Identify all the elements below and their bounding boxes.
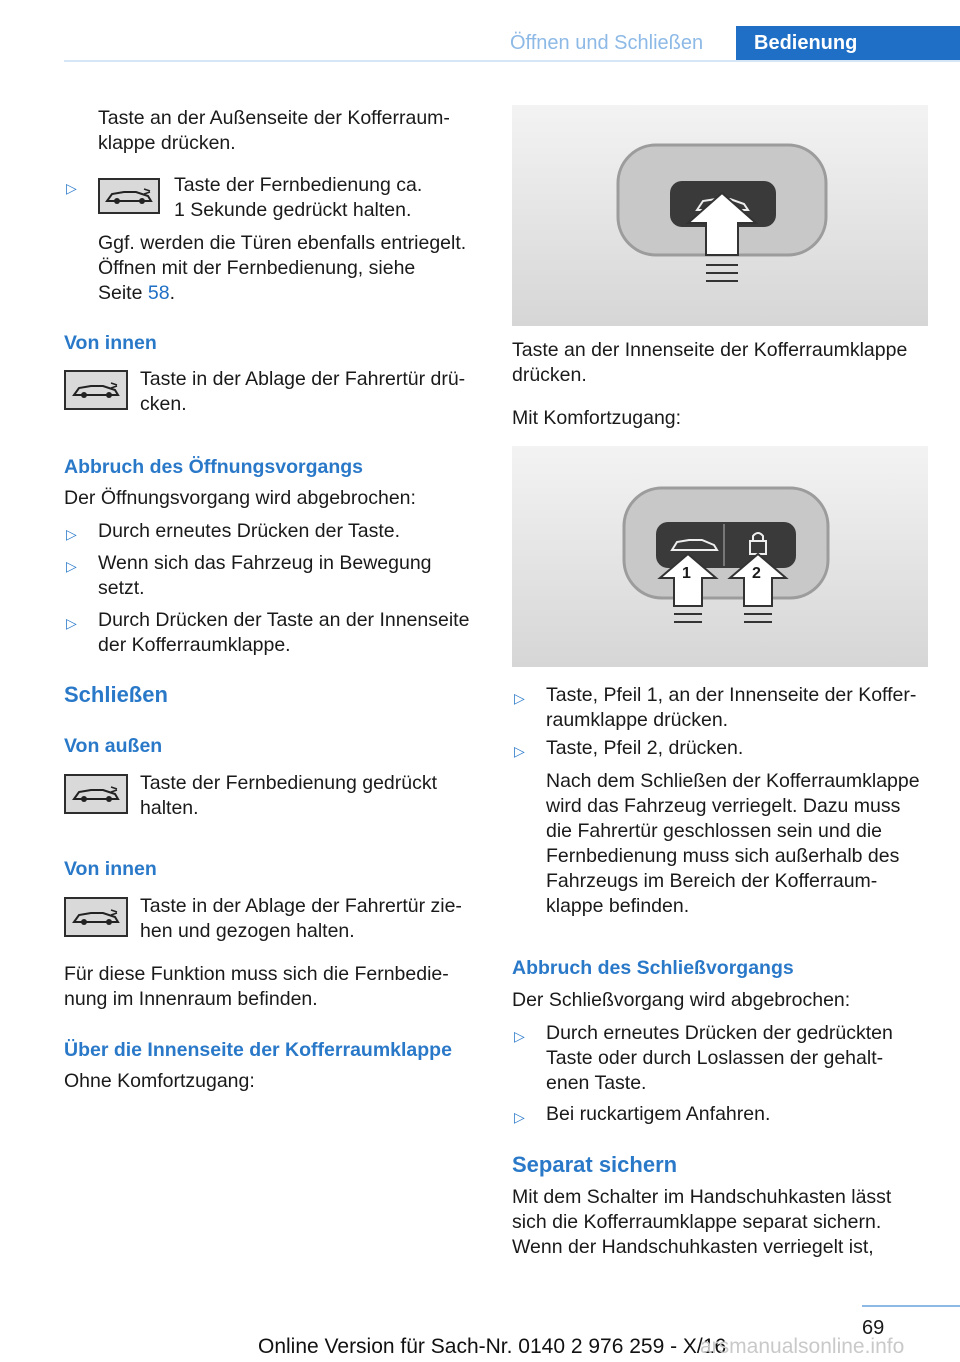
footer-version-text: Online Version für Sach-Nr. 0140 2 976 259 - X/16 [258,1335,727,1358]
page-number: 69 [862,1317,885,1339]
car-trunk-icon [64,370,128,410]
innen-instruction-1: Taste in der Ablage der Fahrertür drü- cken. [140,368,466,415]
header-tab-bedienung: Bedienung [736,26,960,62]
heading-abbruch-oeffnung: Abbruch des Öffnungsvorgangs [64,456,364,478]
bullet-icon: ▷ [514,1028,525,1044]
car-trunk-icon [64,774,128,814]
heading-ueber-innenseite: Über die Innenseite der Kofferraumklappe [64,1039,452,1061]
photo-trunk-lock-buttons [512,446,928,667]
arrow-label-1: 1 [682,565,691,582]
paragraph-aussen: Taste an der Außenseite der Kofferraum- klappe drücken. [98,107,450,154]
photo-trunk-button [512,105,928,326]
car-trunk-icon [98,178,160,214]
list-item: Taste, Pfeil 2, drücken. [546,737,744,759]
watermark: arsmanualsonline.info [700,1335,905,1358]
bullet-icon: ▷ [66,180,77,196]
list-item: Durch erneutes Drücken der Taste. [98,520,401,542]
separat-paragraph: Mit dem Schalter im Handschuhkasten lässt sich die Kofferraumklappe separat sichern. Wenn der Handschuhkasten verriegelt ist, [512,1186,892,1258]
bullet-icon: ▷ [66,558,77,574]
header-section-title: Öffnen und Schließen [510,32,704,54]
car-trunk-icon [64,897,128,937]
bullet-icon: ▷ [66,526,77,542]
bullet-icon: ▷ [514,1109,525,1125]
list-item: Durch erneutes Drücken der gedrückten Taste oder durch Loslassen der gehalt- enen Taste. [546,1022,893,1094]
bullet-icon: ▷ [514,690,525,706]
mit-komfortzugang: Mit Komfortzugang: [512,407,682,429]
detail-paragraph: Nach dem Schließen der Kofferraumklappe wird das Fahrzeug verriegelt. Dazu muss die Fahrertür geschlossen sein und die Fernbedienung muss sich außerhalb des Fahrzeugs im Bereich der Kofferraum- klappe befinden. [546,770,920,917]
photo-caption-1: Taste an der Innenseite der Kofferraumklappe drücken. [512,339,908,386]
remote-instruction: Taste der Fernbedienung ca. 1 Sekunde gedrückt halten. [174,174,423,221]
note-paragraph: Ggf. werden die Türen ebenfalls entriegelt. Öffnen mit der Fernbedienung, siehe Seite 58. [98,232,467,304]
heading-schliessen: Schließen [64,682,168,707]
heading-separat-sichern: Separat sichern [512,1152,678,1177]
list-item: Durch Drücken der Taste an der Innenseite der Kofferraumklappe. [98,609,470,656]
list-item: Bei ruckartigem Anfahren. [546,1103,771,1125]
heading-von-aussen: Von außen [64,735,163,757]
heading-von-innen-2: Von innen [64,858,157,880]
ohne-komfortzugang: Ohne Komfortzugang: [64,1070,255,1092]
list-item: Wenn sich das Fahrzeug in Bewegung setzt. [98,552,432,599]
footer-divider [862,1305,960,1307]
innen-instruction-2: Taste in der Ablage der Fahrertür zie- hen und gezogen halten. [140,895,462,942]
bullet-icon: ▷ [66,615,77,631]
abbruch2-intro: Der Schließvorgang wird abgebrochen: [512,989,851,1011]
page-link-58[interactable]: 58 [147,282,170,304]
header-divider [64,60,960,62]
heading-von-innen-1: Von innen [64,332,157,354]
aussen-instruction: Taste der Fernbedienung gedrückt halten. [140,772,438,819]
function-paragraph: Für diese Funktion muss sich die Fernbedie- nung im Innenraum befinden. [64,963,449,1010]
heading-abbruch-schliessen: Abbruch des Schließvorgangs [512,957,794,979]
list-item: Taste, Pfeil 1, an der Innenseite der Koffer- raumklappe drücken. [546,684,917,731]
abbruch-intro: Der Öffnungsvorgang wird abgebrochen: [64,487,416,509]
bullet-icon: ▷ [514,743,525,759]
arrow-label-2: 2 [752,565,761,582]
